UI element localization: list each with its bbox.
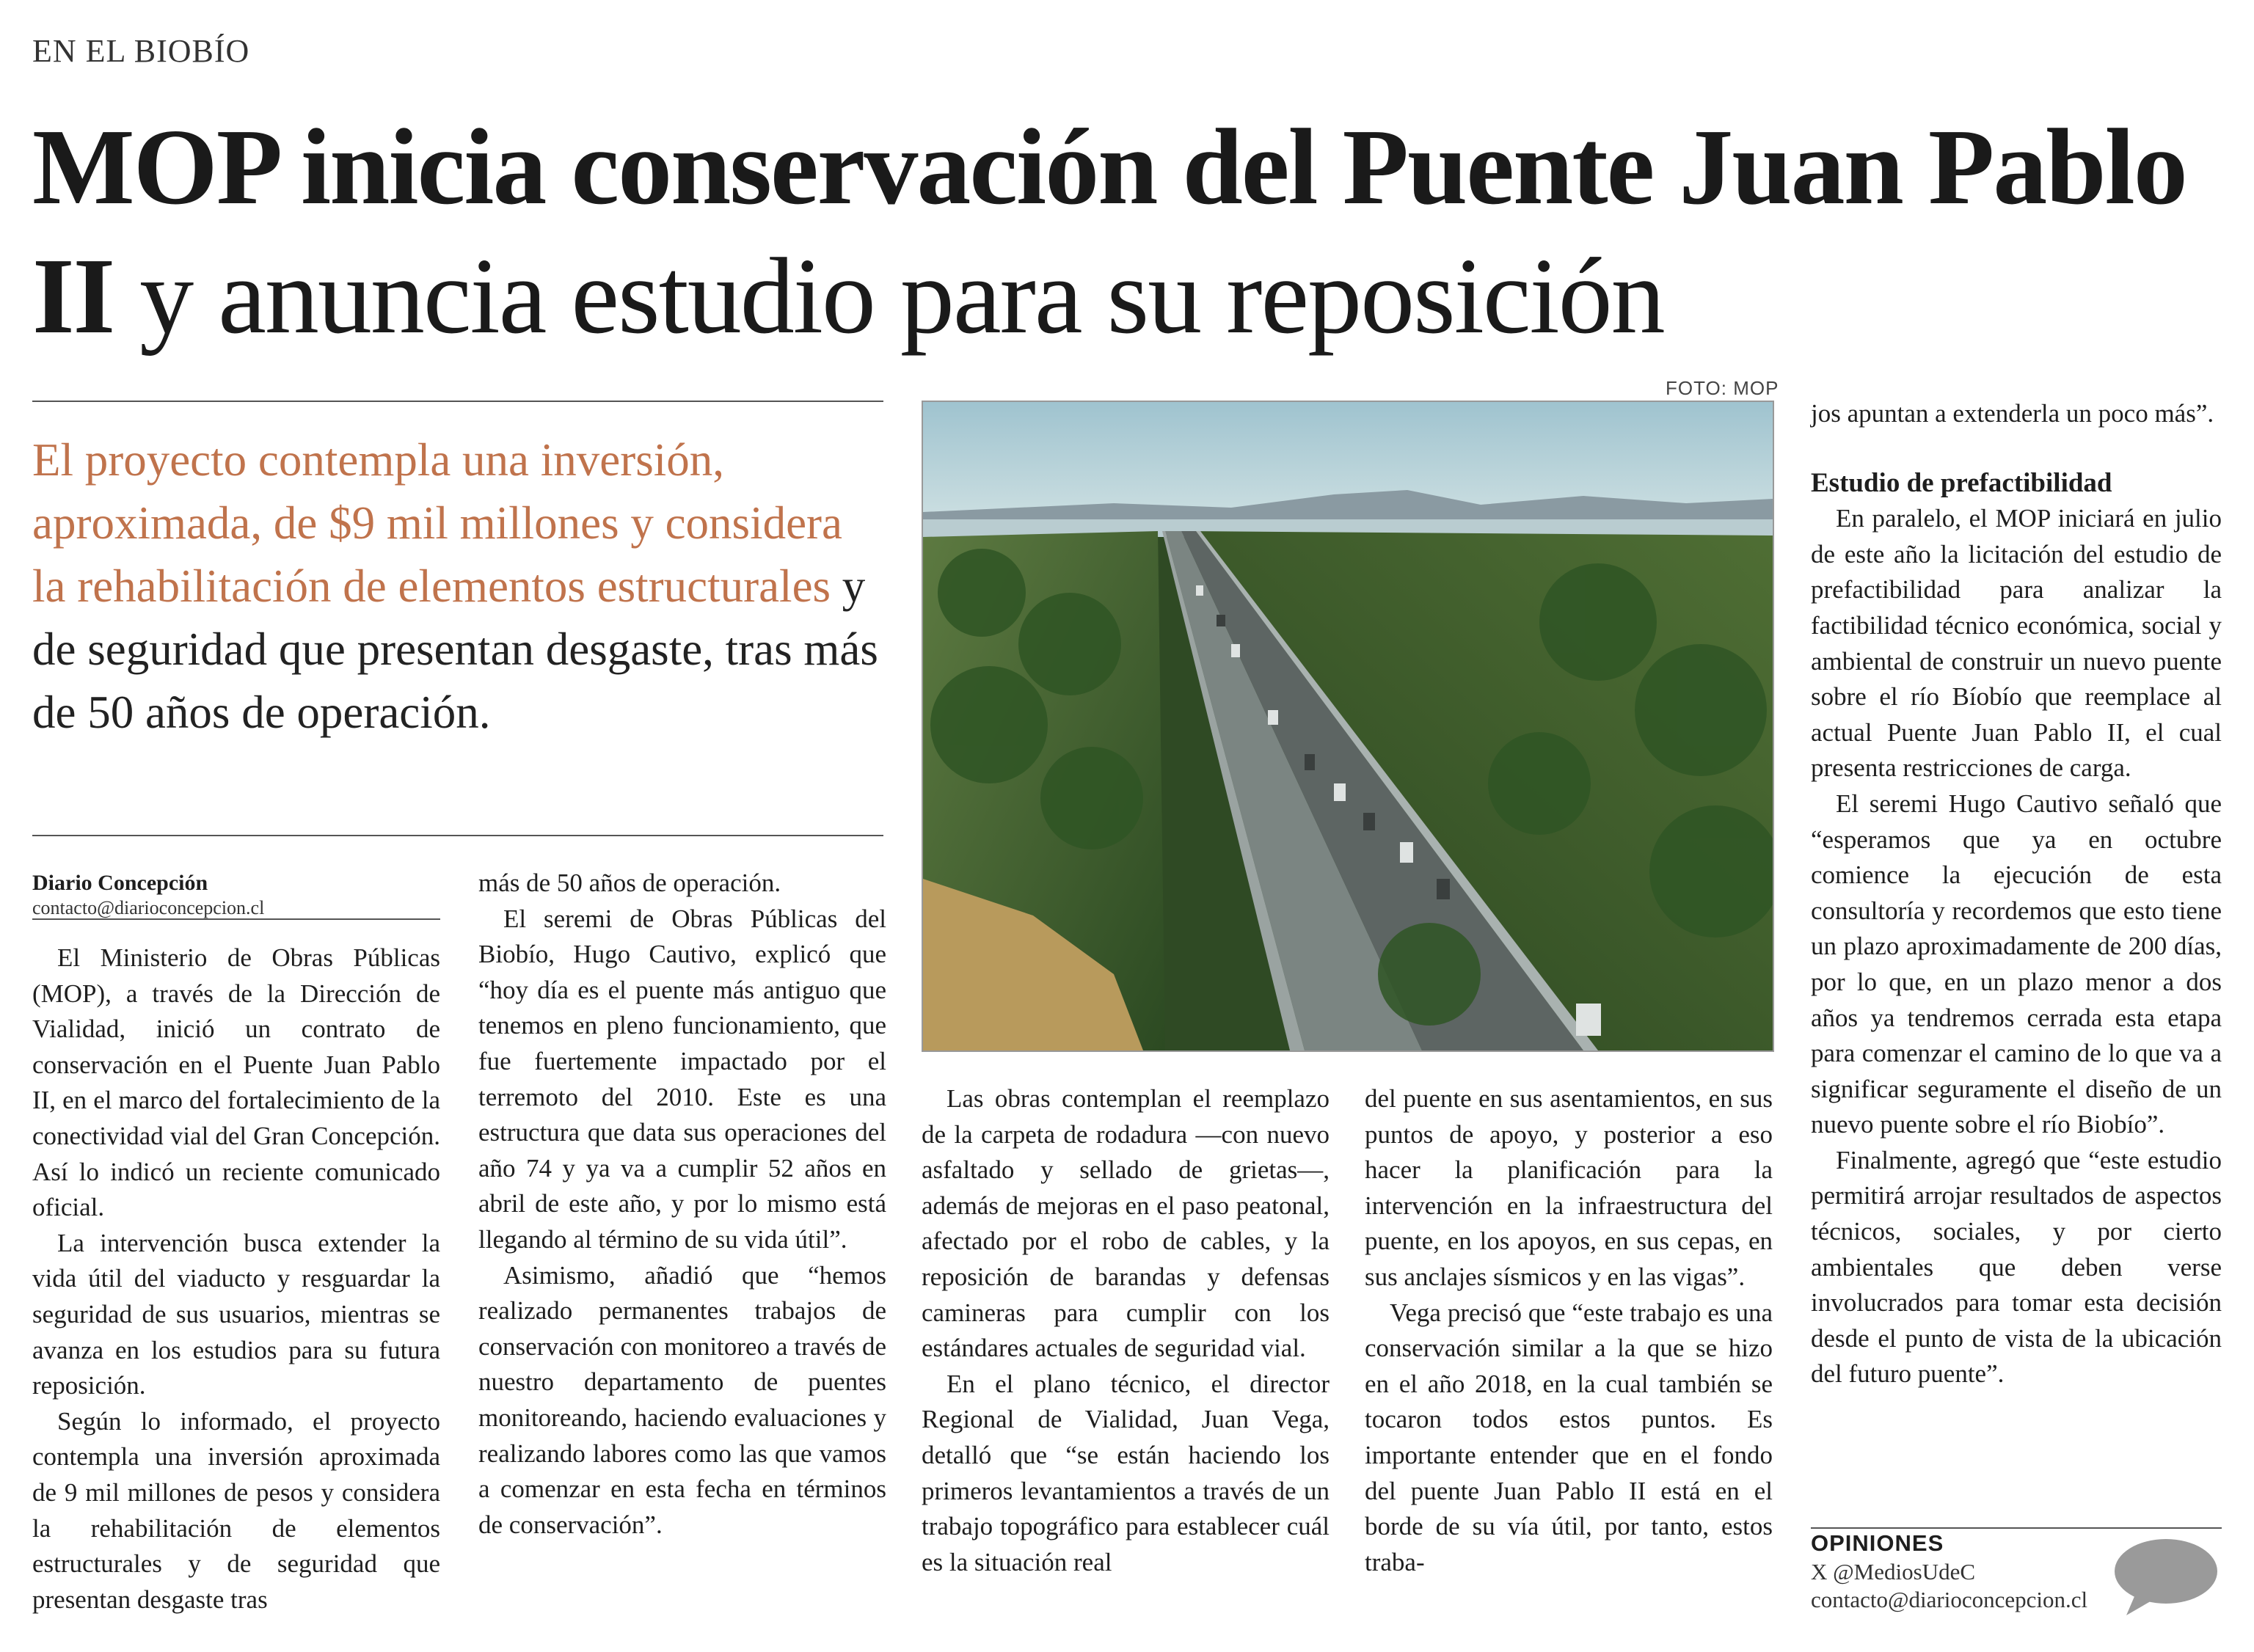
bridge-aerial-photo (922, 401, 1774, 1052)
paragraph: Vega precisó que “este trabajo es una conservación similar a la que se hizo en el año 2018, en la cual también se tocaron todos estos puntos. Es importante entender que en el fondo del puente Juan Pablo II está en el borde de su vía útil, por tanto, estos traba- (1365, 1298, 1773, 1576)
article-column-2 (478, 866, 886, 1543)
subheading: Estudio de prefactibilidad (1811, 467, 2112, 498)
spacer (1811, 432, 2222, 466)
lead-bottom-rule (32, 835, 883, 836)
article-column-5 (1811, 396, 2222, 1392)
section-label: EN EL BIOBÍO (32, 33, 250, 69)
opinions-handle[interactable]: X @MediosUdeC (1811, 1559, 1976, 1585)
paragraph: jos apuntan a extenderla un poco más”. (1811, 399, 2214, 428)
paragraph: más de 50 años de operación. (478, 869, 781, 897)
author-name: Diario Concepción (32, 871, 208, 895)
speech-bubble-icon (2113, 1536, 2219, 1617)
photo-illustration (923, 402, 1773, 1050)
headline-regular: y anuncia estudio para su reposición (114, 236, 1664, 357)
author-email[interactable]: contacto@diarioconcepcion.cl (32, 897, 265, 918)
byline (32, 870, 443, 920)
headline-bold: MOP inicia conservación del Puente Juan Pablo II (32, 107, 2186, 357)
photo-credit: FOTO: MOP (1666, 377, 1779, 399)
paragraph: Según lo informado, el proyecto contempla una inversión aproximada de 9 mil millones de pesos y considera la rehabilitación de elementos estructurales y de seguridad que presentan desgaste tras (32, 1406, 440, 1614)
paragraph: El Ministerio de Obras Públicas (MOP), a través de la Dirección de Vialidad, inició un contrato de conservación en el Puente Juan Pablo II, en el marco del fortalecimiento de la conectividad vial del Gran Concepción. Así lo indicó un reciente comunicado oficial. (32, 943, 440, 1222)
paragraph: En el plano técnico, el director Regional de Vialidad, Juan Vega, detalló que “se están haciendo los primeros levantamientos a través de un trabajo topográfico para establecer cuál es la situación real (922, 1369, 1330, 1576)
article-column-1 (32, 940, 440, 1618)
article-column-3 (922, 1081, 1330, 1580)
paragraph: Asimismo, añadió que “hemos realizado permanentes trabajos de conservación con monitoreo a través de nuestro departamento de puentes monitoreando, haciendo evaluaciones y realizando labores como las que vamos a comenzar en esta fecha en términos de conservación”. (478, 1260, 886, 1539)
paragraph: Finalmente, agregó que “este estudio permitirá arrojar resultados de aspectos técnicos, sociales, y por cierto ambientales que deben verse involucrados para tomar esta decisión desde el punto de vista de la ubicación del futuro puente”. (1811, 1145, 2222, 1389)
paragraph: del puente en sus asentamientos, en sus puntos de apoyo, y posterior a eso hacer la planificación para la intervención en la infraestructura del puente, en los apoyos, en sus cepas, en sus anclajes sísmicos y en las vigas”. (1365, 1084, 1773, 1291)
lead-accent: El proyecto contempla una inversión, aproximada, de $9 mil millones y considera la rehabilitación de elementos estructurales (32, 434, 842, 612)
opinions-title: OPINIONES (1811, 1530, 1944, 1556)
paragraph: Las obras contemplan el reemplazo de la carpeta de rodadura —con nuevo asfaltado y sellado de grietas—, además de mejoras en el paso peatonal, afectado por el robo de cables, y la reposición de barandas y defensas camineras para cumplir con los estándares actuales de seguridad vial. (922, 1084, 1330, 1363)
byline-rule (32, 918, 440, 920)
lead-top-rule (32, 401, 883, 402)
headline (32, 103, 2204, 361)
article-column-4 (1365, 1081, 1773, 1580)
lead-paragraph (32, 428, 883, 744)
paragraph: El seremi de Obras Públicas del Biobío, Hugo Cautivo, explicó que “hoy día es el puente más antiguo que tenemos en pleno funcionamiento, que fue fuertemente impactado por el terremoto del 2010. Este es una estructura que data sus operaciones del año 74 y ya va a cumplir 52 años en abril de este año, y por lo mismo está llegando al término de su vida útil”. (478, 904, 886, 1254)
opinions-email[interactable]: contacto@diarioconcepcion.cl (1811, 1587, 2088, 1612)
paragraph: En paralelo, el MOP iniciará en julio de este año la licitación del estudio de prefactibilidad para analizar la factibilidad técnico económica, social y ambiental de construir un nuevo puente sobre el río Bíobío que reemplace al actual Puente Juan Pablo II, el cual presenta restricciones de carga. (1811, 504, 2222, 783)
lead-rest: y de seguridad que presentan desgaste, tras más de 50 años de operación. (32, 560, 878, 738)
paragraph: El seremi Hugo Cautivo señaló que “esperamos que ya en octubre comience la ejecución de esta consultoría y recordemos que esto tiene un plazo aproximadamente de 200 días, por lo que, en un plazo menor a dos años ya tendremos cerrada esta etapa para comenzar el camino de lo que va a significar seguramente el diseño de un nuevo puente sobre el río Biobío”. (1811, 789, 2222, 1139)
paragraph: La intervención busca extender la vida útil del viaducto y resguardar la seguridad de sus usuarios, mientras se avanza en los estudios para su futura reposición. (32, 1228, 440, 1400)
